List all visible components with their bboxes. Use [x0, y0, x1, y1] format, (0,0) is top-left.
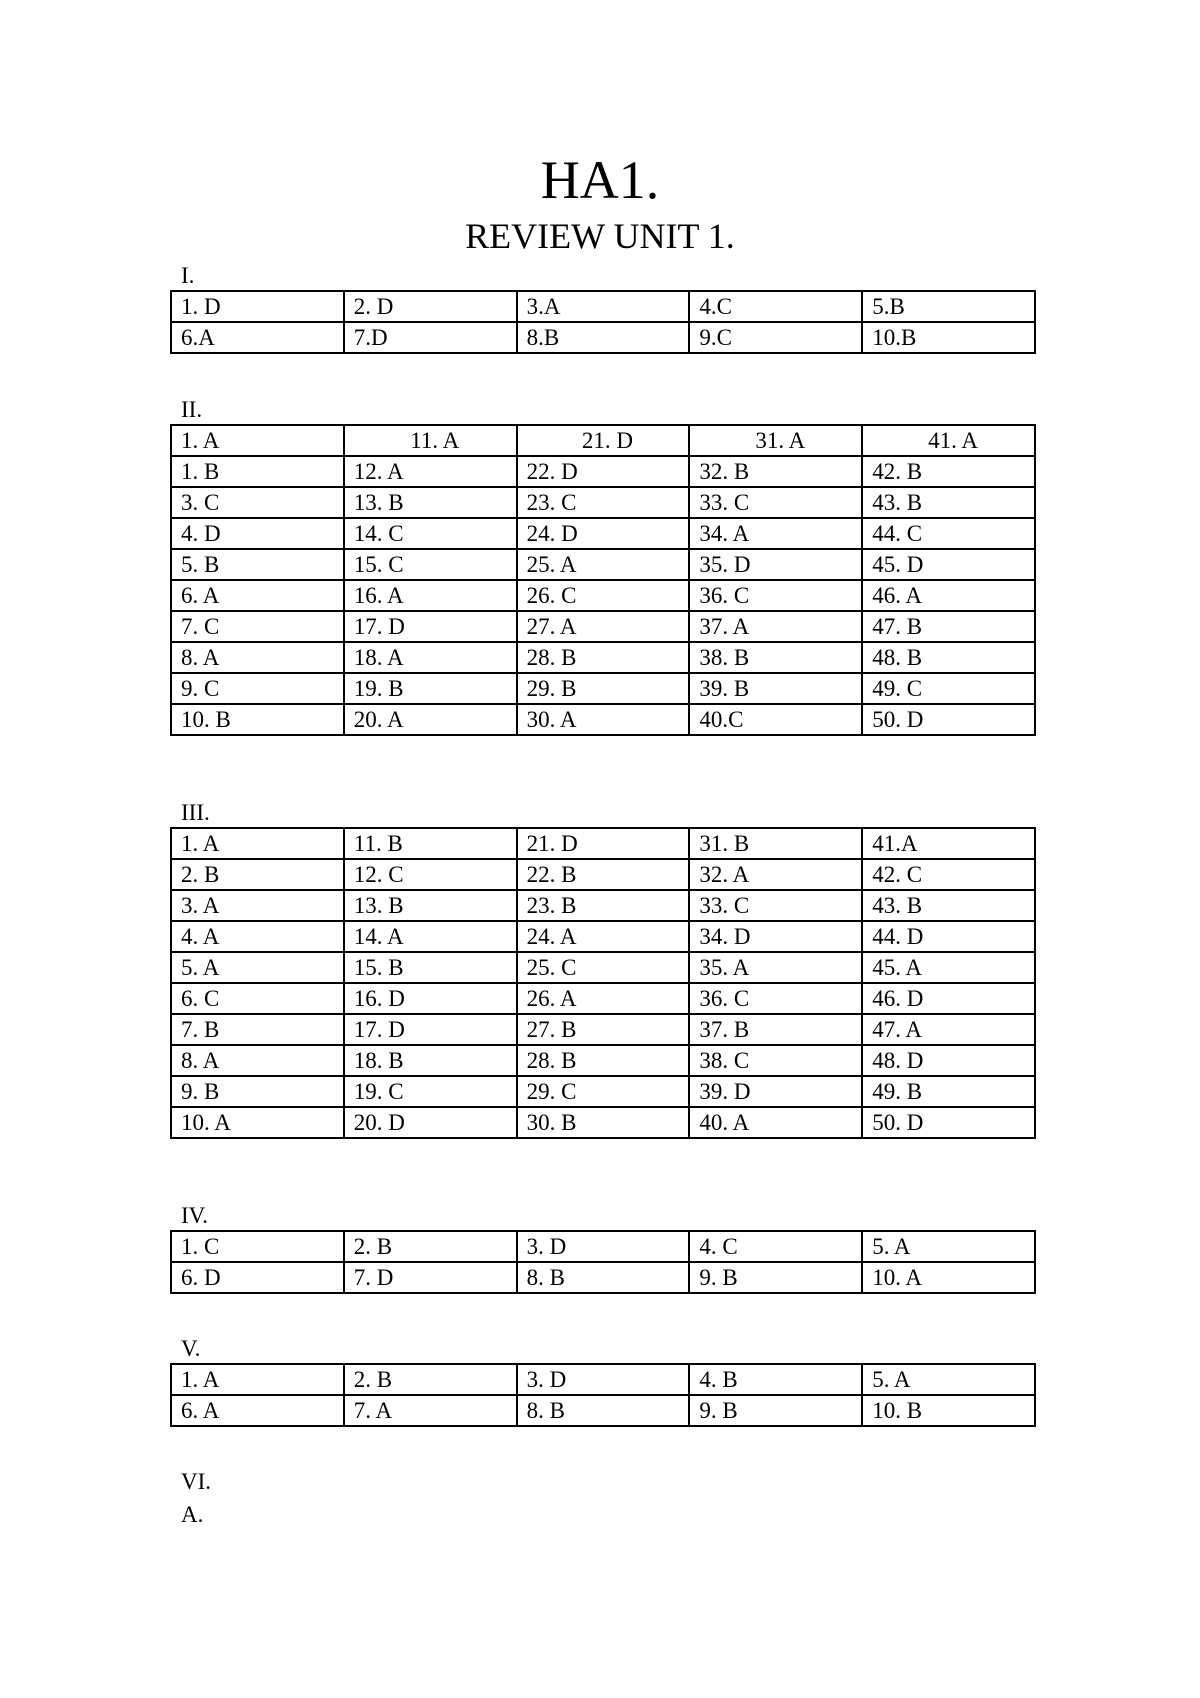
table-row — [171, 611, 1035, 642]
answer-cell: 50. D — [862, 1107, 1035, 1138]
answer-cell: 10. A — [171, 1107, 344, 1138]
answer-cell: 35. D — [689, 549, 862, 580]
answer-cell: 41. A — [862, 425, 1035, 456]
answer-table-iii — [170, 827, 1036, 1139]
answer-cell: 19. B — [344, 673, 517, 704]
table-row — [171, 828, 1035, 859]
answer-cell: 28. B — [517, 642, 690, 673]
answer-cell: 39. B — [689, 673, 862, 704]
answer-cell: 24. A — [517, 921, 690, 952]
table-row — [171, 456, 1035, 487]
table-row — [171, 1014, 1035, 1045]
answer-cell: 29. B — [517, 673, 690, 704]
answer-cell: 7. C — [171, 611, 344, 642]
answer-cell: 47. B — [862, 611, 1035, 642]
answer-cell: 3. D — [517, 1364, 690, 1395]
answer-cell: 12. A — [344, 456, 517, 487]
answer-cell: 46. D — [862, 983, 1035, 1014]
answer-cell: 5. B — [171, 549, 344, 580]
section-label-vi: VI. — [181, 1469, 212, 1494]
table-row — [171, 1231, 1035, 1262]
answer-cell: 11. A — [344, 425, 517, 456]
answer-cell: 9. B — [171, 1076, 344, 1107]
answer-cell: 27. B — [517, 1014, 690, 1045]
answer-cell: 7.D — [344, 322, 517, 353]
answer-cell: 3. A — [171, 890, 344, 921]
answer-cell: 8. B — [517, 1262, 690, 1293]
answer-cell: 32. B — [689, 456, 862, 487]
answer-cell: 5. A — [862, 1364, 1035, 1395]
table-row — [171, 1262, 1035, 1293]
answer-cell: 13. B — [344, 487, 517, 518]
table-row — [171, 580, 1035, 611]
answer-cell: 48. D — [862, 1045, 1035, 1076]
section-label-v: V. — [181, 1336, 201, 1361]
answer-cell: 43. B — [862, 487, 1035, 518]
answer-cell: 44. D — [862, 921, 1035, 952]
answer-cell: 48. B — [862, 642, 1035, 673]
answer-cell: 17. D — [344, 611, 517, 642]
answer-cell: 35. A — [689, 952, 862, 983]
answer-cell: 37. B — [689, 1014, 862, 1045]
table-row — [171, 518, 1035, 549]
answer-cell: 9. B — [689, 1262, 862, 1293]
answer-cell: 28. B — [517, 1045, 690, 1076]
answer-cell: 12. C — [344, 859, 517, 890]
answer-cell: 45. D — [862, 549, 1035, 580]
answer-cell: 34. A — [689, 518, 862, 549]
answer-cell: 27. A — [517, 611, 690, 642]
answer-cell: 10.B — [862, 322, 1035, 353]
answer-cell: 1. A — [171, 828, 344, 859]
answer-cell: 9. C — [171, 673, 344, 704]
section-label-ii: II. — [181, 397, 203, 422]
answer-cell: 1. A — [171, 425, 344, 456]
answer-table-ii — [170, 424, 1036, 736]
page-subtitle: REVIEW UNIT 1. — [465, 216, 735, 256]
answer-cell: 2. B — [344, 1364, 517, 1395]
answer-cell: 26. C — [517, 580, 690, 611]
answer-cell: 16. D — [344, 983, 517, 1014]
answer-cell: 6.A — [171, 322, 344, 353]
answer-cell: 1. B — [171, 456, 344, 487]
answer-cell: 31. B — [689, 828, 862, 859]
section-label-i: I. — [181, 263, 195, 288]
answer-cell: 1. D — [171, 291, 344, 322]
answer-cell: 14. C — [344, 518, 517, 549]
answer-cell: 49. B — [862, 1076, 1035, 1107]
answer-cell: 36. C — [689, 580, 862, 611]
answer-cell: 3.A — [517, 291, 690, 322]
answer-cell: 5. A — [862, 1231, 1035, 1262]
table-row — [171, 1395, 1035, 1426]
answer-cell: 18. B — [344, 1045, 517, 1076]
answer-cell: 4. C — [689, 1231, 862, 1262]
answer-cell: 25. C — [517, 952, 690, 983]
answer-cell: 40.C — [689, 704, 862, 735]
answer-cell: 21. D — [517, 828, 690, 859]
answer-cell: 4. A — [171, 921, 344, 952]
answer-cell: 11. B — [344, 828, 517, 859]
answer-cell: 8.B — [517, 322, 690, 353]
answer-cell: 4.C — [689, 291, 862, 322]
part-a-label: A. — [181, 1502, 204, 1527]
answer-cell: 33. C — [689, 487, 862, 518]
answer-cell: 4. D — [171, 518, 344, 549]
answer-table-v — [170, 1363, 1036, 1427]
answer-cell: 42. B — [862, 456, 1035, 487]
answer-cell: 8. A — [171, 1045, 344, 1076]
answer-cell: 33. C — [689, 890, 862, 921]
answer-cell: 3. C — [171, 487, 344, 518]
section-label-iv: IV. — [181, 1203, 209, 1228]
answer-cell: 40. A — [689, 1107, 862, 1138]
answer-cell: 6. A — [171, 1395, 344, 1426]
answer-cell: 46. A — [862, 580, 1035, 611]
answer-cell: 21. D — [517, 425, 690, 456]
answer-cell: 6. A — [171, 580, 344, 611]
answer-cell: 1. A — [171, 1364, 344, 1395]
answer-cell: 44. C — [862, 518, 1035, 549]
answer-cell: 43. B — [862, 890, 1035, 921]
answer-cell: 37. A — [689, 611, 862, 642]
table-row — [171, 291, 1035, 322]
answer-cell: 50. D — [862, 704, 1035, 735]
answer-cell: 13. B — [344, 890, 517, 921]
answer-cell: 41.A — [862, 828, 1035, 859]
table-row — [171, 1364, 1035, 1395]
answer-cell: 30. B — [517, 1107, 690, 1138]
table-row — [171, 983, 1035, 1014]
table-row — [171, 425, 1035, 456]
answer-cell: 17. D — [344, 1014, 517, 1045]
answer-cell: 8. A — [171, 642, 344, 673]
answer-cell: 23. B — [517, 890, 690, 921]
answer-cell: 18. A — [344, 642, 517, 673]
answer-cell: 24. D — [517, 518, 690, 549]
answer-cell: 39. D — [689, 1076, 862, 1107]
answer-cell: 15. B — [344, 952, 517, 983]
answer-cell: 38. C — [689, 1045, 862, 1076]
answer-cell: 19. C — [344, 1076, 517, 1107]
answer-cell: 7. B — [171, 1014, 344, 1045]
answer-table-i — [170, 290, 1036, 354]
table-row — [171, 322, 1035, 353]
answer-cell: 36. C — [689, 983, 862, 1014]
answer-table-iv — [170, 1230, 1036, 1294]
answer-cell: 16. A — [344, 580, 517, 611]
table-row — [171, 673, 1035, 704]
page-title: HA1. — [540, 150, 660, 210]
answer-cell: 25. A — [517, 549, 690, 580]
table-row — [171, 890, 1035, 921]
answer-cell: 22. D — [517, 456, 690, 487]
table-row — [171, 549, 1035, 580]
answer-cell: 14. A — [344, 921, 517, 952]
answer-cell: 29. C — [517, 1076, 690, 1107]
answer-cell: 20. D — [344, 1107, 517, 1138]
answer-cell: 30. A — [517, 704, 690, 735]
table-row — [171, 1076, 1035, 1107]
answer-cell: 42. C — [862, 859, 1035, 890]
answer-cell: 7. D — [344, 1262, 517, 1293]
section-label-iii: III. — [181, 800, 210, 825]
table-row — [171, 642, 1035, 673]
answer-cell: 10. B — [862, 1395, 1035, 1426]
answer-cell: 7. A — [344, 1395, 517, 1426]
table-row — [171, 859, 1035, 890]
answer-cell: 31. A — [689, 425, 862, 456]
answer-cell: 22. B — [517, 859, 690, 890]
answer-cell: 47. A — [862, 1014, 1035, 1045]
answer-cell: 6. C — [171, 983, 344, 1014]
answer-cell: 5.B — [862, 291, 1035, 322]
answer-cell: 1. C — [171, 1231, 344, 1262]
table-row — [171, 952, 1035, 983]
answer-cell: 6. D — [171, 1262, 344, 1293]
answer-cell: 34. D — [689, 921, 862, 952]
answer-cell: 38. B — [689, 642, 862, 673]
answer-cell: 3. D — [517, 1231, 690, 1262]
answer-cell: 2. D — [344, 291, 517, 322]
answer-cell: 15. C — [344, 549, 517, 580]
answer-cell: 23. C — [517, 487, 690, 518]
table-row — [171, 921, 1035, 952]
table-row — [171, 1107, 1035, 1138]
answer-cell: 49. C — [862, 673, 1035, 704]
answer-cell: 2. B — [344, 1231, 517, 1262]
table-row — [171, 487, 1035, 518]
answer-cell: 5. A — [171, 952, 344, 983]
answer-cell: 9. B — [689, 1395, 862, 1426]
answer-cell: 10. B — [171, 704, 344, 735]
table-row — [171, 1045, 1035, 1076]
answer-cell: 32. A — [689, 859, 862, 890]
answer-cell: 4. B — [689, 1364, 862, 1395]
answer-cell: 26. A — [517, 983, 690, 1014]
answer-cell: 20. A — [344, 704, 517, 735]
answer-cell: 9.C — [689, 322, 862, 353]
answer-cell: 45. A — [862, 952, 1035, 983]
answer-cell: 8. B — [517, 1395, 690, 1426]
answer-cell: 2. B — [171, 859, 344, 890]
table-row — [171, 704, 1035, 735]
answer-cell: 10. A — [862, 1262, 1035, 1293]
